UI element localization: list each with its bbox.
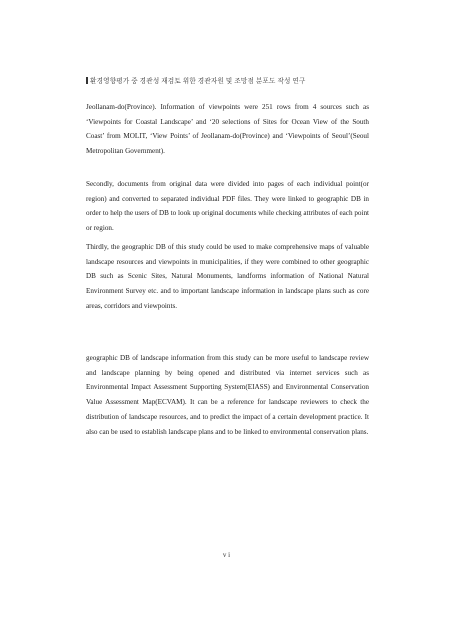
header-bar-mark [86,77,88,84]
paragraph-comprehensive-maps: Thirdly, the geographic DB of this study could be used to make comprehensive maps of valuable landscape resources and viewpoints in municipalities, if they were combined to other geographic DB such as Scenic Sites, Natural Monuments, landforms information of National Natural Environment Survey etc. and to important landscape information in landscape plans such as core areas, corridors and viewpoints. [86,243,369,310]
running-title: 환경영향평가 중 경관성 재검토 위한 경관자원 및 조망점 분포도 작성 연구 [90,78,306,85]
page-number: v i [222,551,231,559]
paragraph-landscape-review: geographic DB of landscape information from this study can be more useful to landscape review and landscape planning by being opened and distributed via internet services such as Environmental Impact Assessment Supporting System(EIASS) and Environmental Conservation Value Assessment Map(ECVAM). It can be a reference for landscape reviewers to check the distribution of landscape resources, and to predict the impact of a certain development practice. It also can be used to establish landscape plans and to be linked to environmental conservation plans. [86,354,369,436]
running-header [86,75,306,85]
paragraph-viewpoints-sources: Jeollanam-do(Province). Information of viewpoints were 251 rows from 4 sources such as ‘Viewpoints for Coastal Landscape’ and ‘20 selections of Sites for Ocean View of the South Coast’ from MOLIT, ‘View Points’ of Jeollanam-do(Province) and ‘Viewpoints of Seoul’(Seoul Metropolitan Government). [86,103,369,156]
paragraph-documents-pdf: Secondly, documents from original data were divided into pages of each individual point(or region) and converted to separated individual PDF files. They were linked to geographic DB in order to help the users of DB to look up original documents while checking attributes of each point or region. [86,180,369,233]
